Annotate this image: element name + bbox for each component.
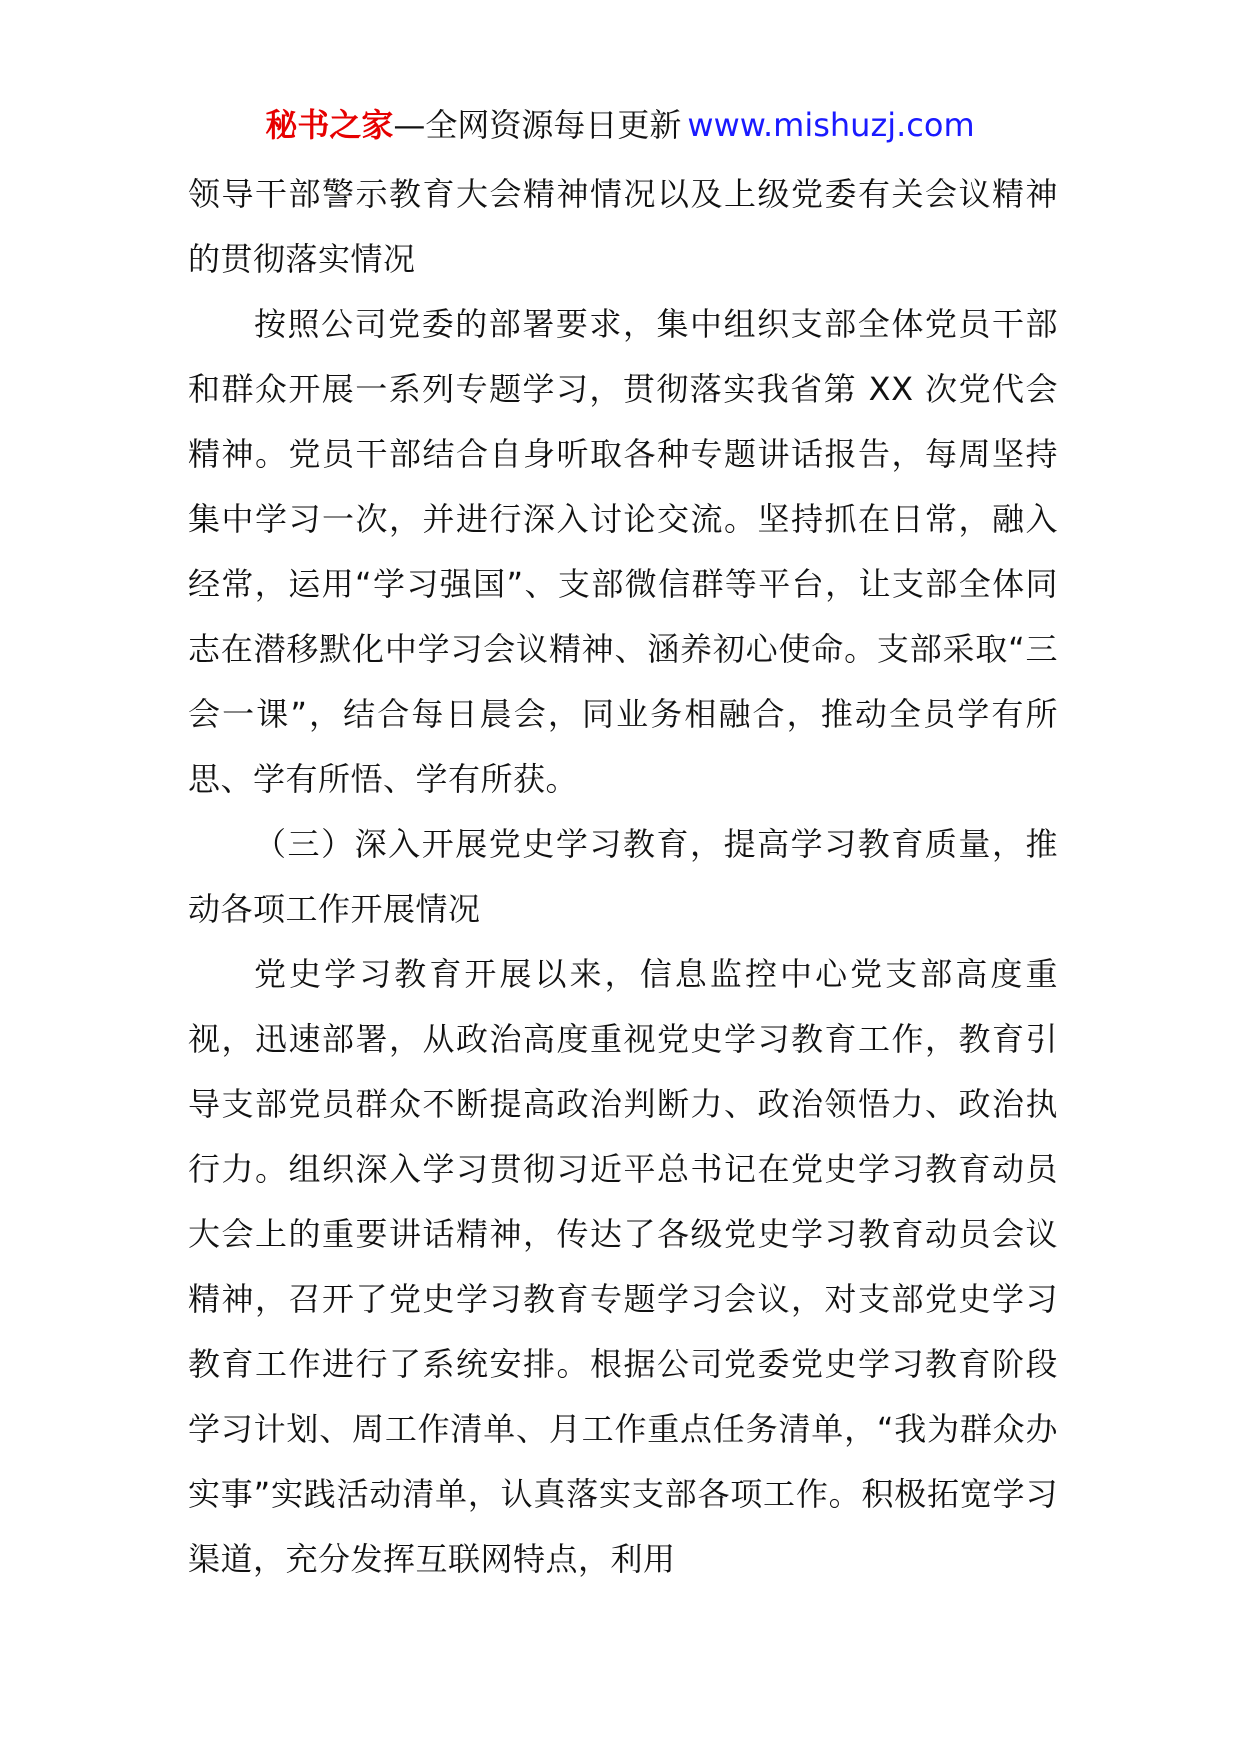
site-url-link[interactable]: www.mishuzj.com [687, 106, 975, 144]
paragraph-heading-continuation: 领导干部警示教育大会精神情况以及上级党委有关会议精神的贯彻落实情况 [188, 175, 1058, 278]
section-heading-3: （三）深入开展党史学习教育，提高学习教育质量，推动各项工作开展情况 [188, 825, 1058, 928]
paragraph-study-activities: 按照公司党委的部署要求，集中组织支部全体党员干部和群众开展一系列专题学习，贯彻落实我省第 XX 次党代会精神。党员干部结合自身听取各种专题讲话报告，每周坚持集中学习一次，并进行深入讨论交流。坚持抓在日常，融入经常，运用“学习强国”、支部微信群等平台，让支部全体同志在潜移默化中学习会议精神、涵养初心使命。支部采取“三会一课”，结合每日晨会，同业务相融合，推动全员学有所思、学有所悟、学有所获。 [188, 305, 1058, 798]
site-header [0, 98, 1240, 152]
site-tagline: —全网资源每日更新 [393, 106, 682, 144]
brand-name: 秘书之家 [265, 106, 394, 144]
document-body [188, 162, 1058, 1592]
paragraph-party-history: 党史学习教育开展以来，信息监控中心党支部高度重视，迅速部署，从政治高度重视党史学习教育工作，教育引导支部党员群众不断提高政治判断力、政治领悟力、政治执行力。组织深入学习贯彻习近平总书记在党史学习教育动员大会上的重要讲话精神，传达了各级党史学习教育动员会议精神，召开了党史学习教育专题学习会议，对支部党史学习教育工作进行了系统安排。根据公司党委党史学习教育阶段学习计划、周工作清单、月工作重点任务清单，“我为群众办实事”实践活动清单，认真落实支部各项工作。积极拓宽学习渠道，充分发挥互联网特点，利用 [188, 955, 1058, 1578]
